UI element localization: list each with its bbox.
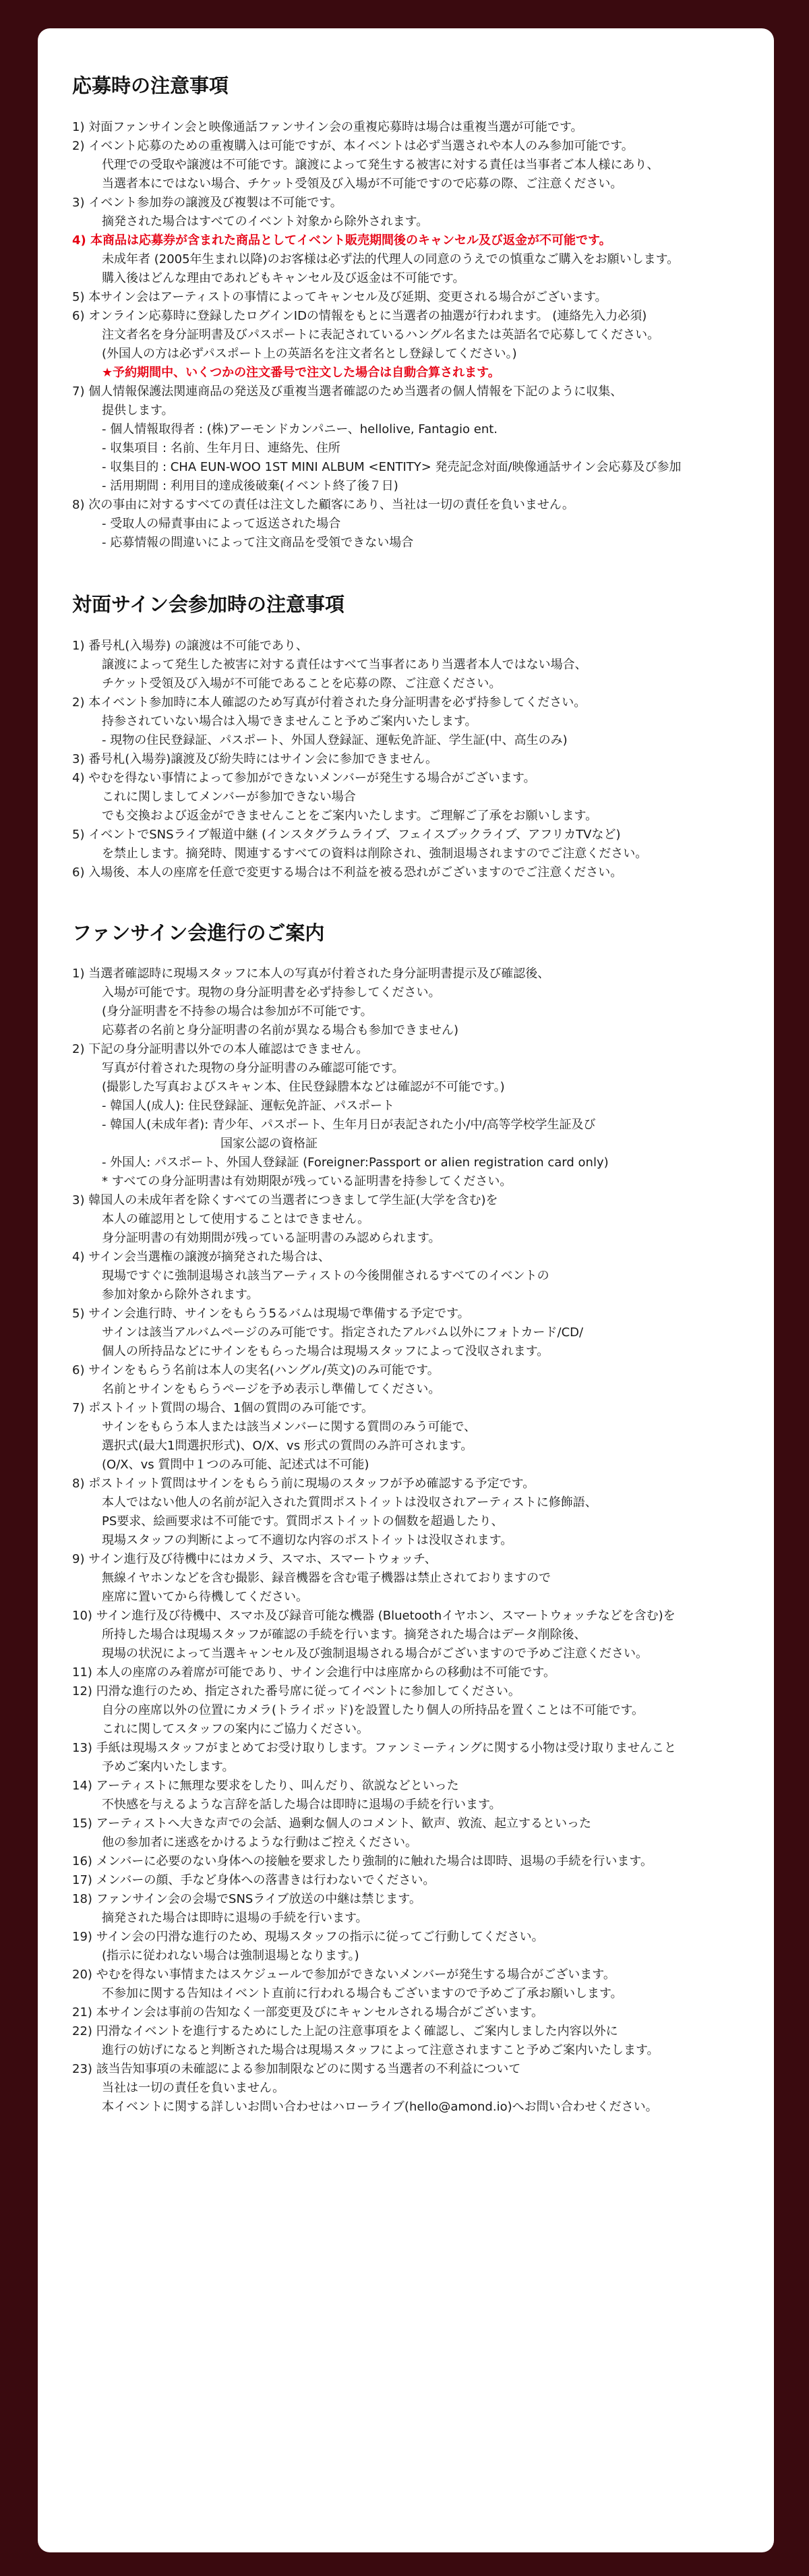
notice-line: 名前とサインをもらうページを予め表示し準備してください。: [102, 1382, 441, 1397]
notice-line: 当社は一切の責任を負いません。: [102, 2081, 285, 2096]
notice-line: 譲渡によって発生した被害に対する責任はすべて当事者にあり当選者本人ではない場合、: [102, 657, 587, 672]
notice-line: 14) アーティストに無理な要求をしたり、叫んだり、欲説などといった: [72, 1779, 459, 1794]
notice-line: サインは該当アルバムページのみ可能です。指定されたアルバム以外にフォトカード/CD/: [102, 1325, 584, 1340]
notice-line: 16) メンバーに必要のない身体への接触を要求したり強制的に触れた場合は即時、退場の手続を行います。: [72, 1854, 653, 1869]
notice-line: 進行の妨げになると判断された場合は現場スタッフによって注意されますこと予めご案内いたします。: [102, 2043, 659, 2058]
notice-line: 参加対象から除外されます。: [102, 1288, 259, 1303]
notice-line: これに関してスタッフの案内にご協力ください。: [102, 1722, 369, 1737]
notice-line: これに関しましてメンバーが参加できない場合: [102, 789, 356, 804]
notice-line: 8) ポストイット質問はサインをもらう前に現場のスタッフが予め確認する予定です。: [72, 1477, 535, 1491]
notice-line: - 収集項目 : 名前、生年月日、連絡先、住所: [102, 440, 340, 455]
notice-line: 2) 本イベント参加時に本人確認のため写真が付着された身分証明書を必ず持参してください。: [72, 695, 587, 710]
notice-line: 19) サイン会の円滑な進行のため、現場スタッフの指示に従ってご行動してください。: [72, 1930, 544, 1945]
notice-line: 本イベントに関する詳しいお問い合わせはハローライブ(hello@amond.io)へお問い合わせください。: [102, 2100, 658, 2115]
notice-line: - 韓国人(成人): 住民登録証、運転免許証、パスポート: [102, 1099, 395, 1114]
notice-line: PS要求、絵画要求は不可能です。質問ポストイットの個数を超過したり、: [102, 1514, 504, 1529]
notice-line: 3) 番号札(入場券)譲渡及び紛失時にはサイン会に参加できません。: [72, 751, 438, 766]
notice-line: 本人ではない他人の名前が記入された質問ポストイットは没収されアーティストに修飾語、: [102, 1495, 597, 1510]
notice-line: (外国人の方は必ずパスポート上の英語名を注文者名とし登録してください。): [102, 346, 517, 361]
notice-lines: [72, 118, 740, 552]
application-notes-section: [72, 74, 740, 552]
notice-line: 7) ポストイット質問の場合、1個の質問のみ可能です。: [72, 1401, 373, 1416]
notice-line: 4) サイン会当選権の譲渡が摘発された場合は、: [72, 1250, 330, 1265]
notice-line: 2) 下記の身分証明書以外での本人確認はできません。: [72, 1042, 369, 1057]
notice-line: 17) メンバーの顔、手など身体への落書きは行わないでください。: [72, 1873, 436, 1888]
notice-lines: [72, 637, 740, 882]
notice-line: 未成年者 (2005年生まれ以降)のお客様は必ず法的代理人の同意のうえでの慎重なご購入をお願いします。: [102, 252, 680, 266]
notice-card: [38, 28, 774, 2552]
notice-line: 持参されていない場合は入場できませんこと予めご案内いたします。: [102, 714, 477, 728]
in-person-notes-section: [72, 593, 740, 882]
notice-line: 3) イベント参加券の譲渡及び複製は不可能です。: [72, 195, 342, 210]
section-spacer: [72, 882, 740, 921]
notice-line: 7) 個人情報保護法関連商品の発送及び重複当選者確認のため当選者の個人情報を下記のように収集、: [72, 384, 623, 399]
notice-line: 本人の確認用として使用することはできません。: [102, 1212, 370, 1227]
notice-line: サインをもらう本人または該当メンバーに関する質問のみう可能で、: [102, 1420, 477, 1435]
notice-line: - 収集目的 : CHA EUN-WOO 1ST MINI ALBUM <ENTITY> 発売記念対面/映像通話サイン会応募及び参加: [102, 459, 682, 474]
event-guide-section: [72, 921, 740, 2117]
notice-line: 写真が付着された現物の身分証明書のみ確認可能です。: [102, 1061, 404, 1076]
notice-line: 提供します。: [102, 403, 174, 418]
notice-line: 入場が可能です。現物の身分証明書を必ず持参してください。: [102, 985, 441, 1000]
notice-line: 5) イベントでSNSライブ報道中継 (インスタグラムライブ、フェイスブックライブ、アフリカTVなど): [72, 827, 621, 842]
notice-line: 現場の状況によって当選キャンセル及び強制退場される場合がございますので予めご注意ください。: [102, 1647, 648, 1661]
notice-line: - 外国人: パスポート、外国人登録証 (Foreigner:Passport or alien registration card only): [102, 1155, 609, 1170]
notice-line: (O/X、vs 質問中１つのみ可能、記述式は不可能): [102, 1458, 369, 1472]
notice-line: 8) 次の事由に対するすべての責任は注文した顧客にあり、当社は一切の責任を負いません。: [72, 497, 574, 512]
section-title: 対面サイン会参加時の注意事項: [72, 592, 344, 616]
notice-line: 摘発された場合は即時に退場の手続を行います。: [102, 1911, 368, 1926]
notice-line: - 現物の住民登録証、パスポート、外国人登録証、運転免許証、学生証(中、高生のみ): [102, 733, 568, 747]
notice-line: 選択式(最大1問選択形式)、O/X、vs 形式の質問のみ許可されます。: [102, 1439, 473, 1454]
notice-line: 4) やむを得ない事情によって参加ができないメンバーが発生する場合がございます。: [72, 770, 536, 785]
notice-line: 21) 本サイン会は事前の告知なく一部変更及びにキャンセルされる場合がございます。: [72, 2005, 543, 2020]
notice-line: 注文者名を身分証明書及びパスポートに表記されているハングル名または英語名で応募してください。: [102, 327, 660, 342]
notice-line: 予めご案内いたします。: [102, 1760, 235, 1775]
notice-line: 自分の座席以外の位置にカメラ(トライポッド)を設置したり個人の所持品を置くことは不可能です。: [102, 1703, 645, 1718]
notice-line: 12) 円滑な進行のため、指定された番号席に従ってイベントに参加してください。: [72, 1684, 520, 1699]
notice-line: 個人の所持品などにサインをもらった場合は現場スタッフによって没収されます。: [102, 1344, 549, 1359]
notice-line: 所持した場合は現場スタッフが確認の手続を行います。摘発された場合はデータ削除後、: [102, 1628, 587, 1642]
notice-line: - 韓国人(未成年者): 青少年、パスポート、生年月日が表記された小/中/高等学校学生証及び: [102, 1118, 596, 1133]
notice-line: 15) アーティストへ大きな声での会話、過剰な個人のコメント、歓声、敦流、起立するといった: [72, 1816, 592, 1831]
notice-line: - 個人情報取得者 : (株)アーモンドカンパニー、hellolive, Fantagio ent.: [102, 422, 498, 436]
notice-line-emphasis: 4) 本商品は応募券が含まれた商品としてイベント販売期間後のキャンセル及び返金が不可能です。: [72, 233, 611, 248]
notice-line: 現場ですぐに強制退場され該当アーティストの今後開催されるすべてのイベントの: [102, 1269, 549, 1284]
notice-line: - 受取人の帰責事由によって返送された場合: [102, 516, 341, 531]
notice-line: 座席に置いてから待機してください。: [102, 1590, 308, 1605]
notice-line: 1) 番号札(入場券) の譲渡は不可能であり、: [72, 638, 308, 653]
notice-line: 23) 該当告知事項の未確認による参加制限などのに関する当選者の不利益について: [72, 2062, 521, 2077]
notice-line: 身分証明書の有効期間が残っている証明書のみ認められます。: [102, 1231, 441, 1246]
notice-line: 18) ファンサイン会の会場でSNSライブ放送の中継は禁じます。: [72, 1892, 421, 1907]
notice-line: 現場スタッフの判断によって不適切な内容のポストイットは没収されます。: [102, 1533, 513, 1548]
section-title: 応募時の注意事項: [72, 74, 229, 97]
notice-line: でも交換および返金ができませんことをご案内いたします。ご理解ご了承をお願いします。: [102, 808, 598, 823]
notice-line: (指示に従われない場合は強制退場となります。): [102, 1949, 359, 1964]
notice-line: 11) 本人の座席のみ着席が可能であり、サイン会進行中は座席からの移動は不可能です。: [72, 1665, 556, 1680]
notice-line: 6) オンライン応募時に登録したログインIDの情報をもとに当選者の抽選が行われます。 (連絡先入力必須): [72, 308, 647, 323]
notice-line: - 応募情報の間違いによって注文商品を受領できない場合: [102, 535, 414, 550]
notice-line: 13) 手紙は現場スタッフがまとめてお受け取りします。ファンミーティングに関する小物は受け取りませんこと: [72, 1741, 677, 1756]
notice-line-emphasis: ★予約期間中、いくつかの注文番号で注文した場合は自動合算されます。: [102, 365, 500, 380]
notice-line: 他の参加者に迷惑をかけるような行動はご控えください。: [102, 1835, 417, 1850]
notice-line: 6) 入場後、本人の座席を任意で変更する場合は不利益を被る恐れがございますのでご注意ください。: [72, 865, 623, 880]
notice-line: 応募者の名前と身分証明書の名前が異なる場合も参加できません): [102, 1023, 459, 1038]
notice-line: 不参加に関する告知はイベント直前に行われる場合もございますので予めご了承お願いします。: [102, 1986, 623, 2001]
notice-line: 6) サインをもらう名前は本人の実名(ハングル/英文)のみ可能です。: [72, 1363, 440, 1378]
notice-line: 購入後はどんな理由であれどもキャンセル及び返金は不可能です。: [102, 270, 465, 285]
notice-line: (撮影した写真およびスキャン本、住民登録謄本などは確認が不可能です。): [102, 1080, 505, 1095]
notice-line: 9) サイン進行及び待機中にはカメラ、スマホ、スマートウォッチ、: [72, 1552, 437, 1567]
notice-line: 5) サイン会進行時、サインをもらう5るバムは現場で準備する予定です。: [72, 1307, 470, 1321]
notice-line: 5) 本サイン会はアーティストの事情によってキャンセル及び延期、変更される場合がございます。: [72, 289, 607, 304]
notice-sections: [72, 74, 740, 2117]
notice-line: 10) サイン進行及び待機中、スマホ及び録音可能な機器 (Bluetoothイヤホン、スマートウォッチなどを含む)を: [72, 1609, 676, 1624]
notice-line: 22) 円滑なイベントを進行するためにした上記の注意事項をよく確認し、ご案内しました内容以外に: [72, 2024, 618, 2039]
notice-line: (身分証明書を不持参の場合は参加が不可能です。: [102, 1004, 373, 1019]
section-spacer: [72, 552, 740, 593]
notice-line: 当選者本にではない場合、チケット受領及び入場が不可能ですので応募の際、ご注意ください。: [102, 176, 623, 191]
notice-line: 不快感を与えるような言辞を話した場合は即時に退場の手続を行います。: [102, 1798, 502, 1812]
section-title: ファンサイン会進行のご案内: [72, 921, 325, 944]
notice-line: * すべての身分証明書は有効期限が残っている証明書を持参してください。: [102, 1174, 512, 1189]
notice-line: - 活用期間 : 利用目的達成後破棄(イベント終了後７日): [102, 478, 398, 493]
notice-line: 3) 韓国人の未成年者を除くすべての当選者につきまして学生証(大学を含む)を: [72, 1193, 498, 1208]
notice-line: 代理での受取や譲渡は不可能です。譲渡によって発生する被害に対する責任は当事者ご本人様にあり、: [102, 157, 659, 172]
notice-line: 2) イベント応募のための重複購入は可能ですが、本イベントは必ず当選されや本人のみ参加可能です。: [72, 138, 634, 153]
notice-line: 1) 対面ファンサイン会と映像通話ファンサイン会の重複応募時は場合は重複当選が可能です。: [72, 119, 583, 134]
notice-line: 国家公認の資格証: [220, 1137, 318, 1151]
notice-line: チケット受領及び入場が不可能であることを応募の際、ご注意ください。: [102, 676, 502, 691]
notice-lines: [72, 965, 740, 2117]
notice-line: 20) やむを得ない事情またはスケジュールで参加ができないメンバーが発生する場合がございます。: [72, 1968, 616, 1982]
notice-line: を禁止します。摘発時、関連するすべての資料は削除され、強制退場されますのでご注意ください。: [102, 846, 648, 861]
notice-line: 摘発された場合はすべてのイベント対象から除外されます。: [102, 214, 429, 229]
notice-line: 1) 当選者確認時に現場スタッフに本人の写真が付着された身分証明書提示及び確認後、: [72, 967, 550, 981]
notice-line: 無線イヤホンなどを含む撮影、録音機器を含む電子機器は禁止されておりますので: [102, 1571, 551, 1586]
